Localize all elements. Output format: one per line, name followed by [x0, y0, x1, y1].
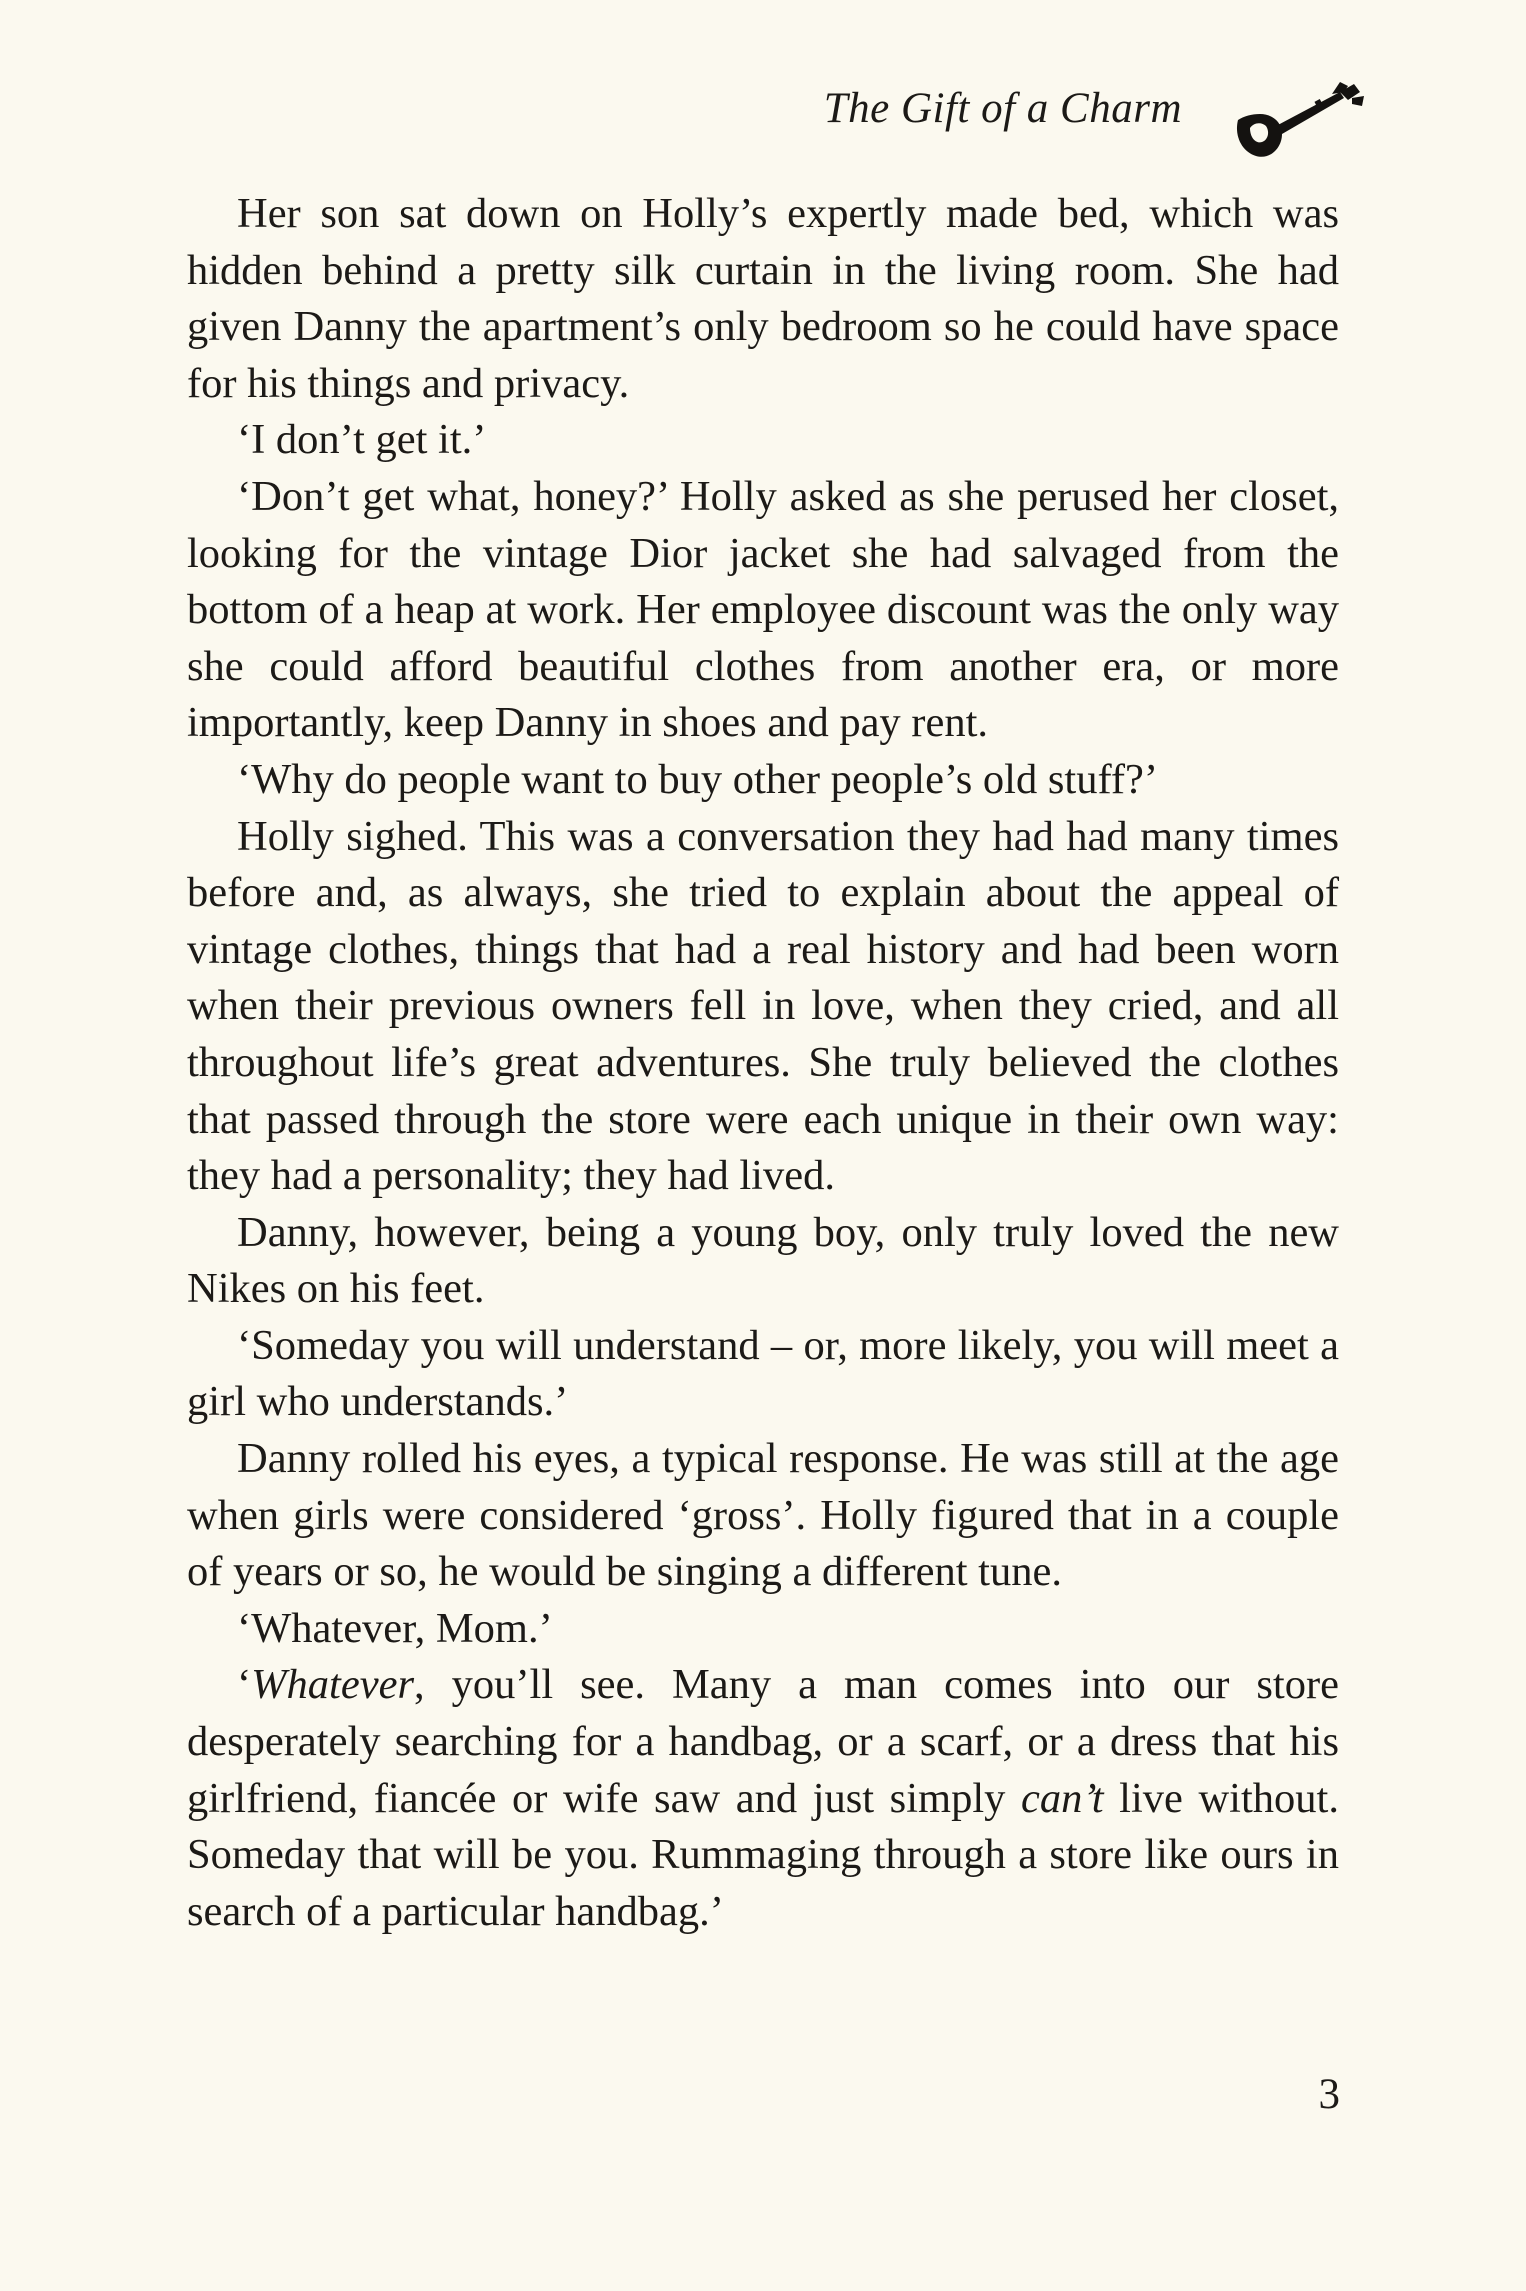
- key-icon: [1220, 78, 1370, 168]
- running-header: [700, 78, 1400, 168]
- key-shaft: [1276, 92, 1344, 134]
- paragraph-text: live without. Someday that will be you. Rummaging through a store like ours in search of a particular handbag.’: [187, 1774, 1339, 1935]
- body-text: [187, 186, 1339, 1940]
- paragraph-text: , you’ll see. Many a man comes into our store desperately searching for a handbag, or a scarf, or a dress that his girlfriend, fiancée or wife saw and just simply: [187, 1661, 1339, 1822]
- paragraph: Holly sighed. This was a conversation they had had many times before and, as always, she tried to explain about the appeal of vintage clothes, things that had a real history and had been worn when their previous owners fell in love, when they cried, and all throughout life’s great adventures. She truly believed the clothes that passed through the store were each unique in their own way: they had a personality; they had lived.: [187, 812, 1339, 1200]
- italic-emphasis: can’t: [1020, 1774, 1104, 1822]
- page-number: 3: [1318, 2071, 1340, 2118]
- paragraph: Danny rolled his eyes, a typical response. He was still at the age when girls were considered ‘gross’. Holly figured that in a couple of years or so, he would be singing a different tune.: [187, 1435, 1339, 1596]
- key-bow: [1237, 114, 1282, 157]
- paragraph: ‘Why do people want to buy other people’s old stuff?’: [237, 755, 1159, 803]
- paragraph: Her son sat down on Holly’s expertly made bed, which was hidden behind a pretty silk curtain in the living room. She had given Danny the apartment’s only bedroom so he could have space for his things and privacy.: [187, 190, 1339, 407]
- running-title: The Gift of a Charm: [823, 85, 1182, 132]
- italic-emphasis: Whatever: [251, 1661, 414, 1709]
- paragraph: ‘Don’t get what, honey?’ Holly asked as she perused her closet, looking for the vintage Dior jacket she had salvaged from the bottom of a heap at work. Her employee discount was the only way she could afford beautiful clothes from another era, or more importantly, keep Danny in shoes and pay rent.: [187, 472, 1339, 747]
- paragraph: Danny, however, being a young boy, only truly loved the new Nikes on his feet.: [187, 1208, 1339, 1313]
- paragraph: ‘Someday you will understand – or, more likely, you will meet a girl who understands.’: [187, 1321, 1339, 1426]
- paragraph: [187, 1657, 1339, 1940]
- paragraph: ‘Whatever, Mom.’: [237, 1604, 553, 1652]
- quote-open: ‘: [237, 1661, 252, 1709]
- paragraph: ‘I don’t get it.’: [237, 416, 487, 464]
